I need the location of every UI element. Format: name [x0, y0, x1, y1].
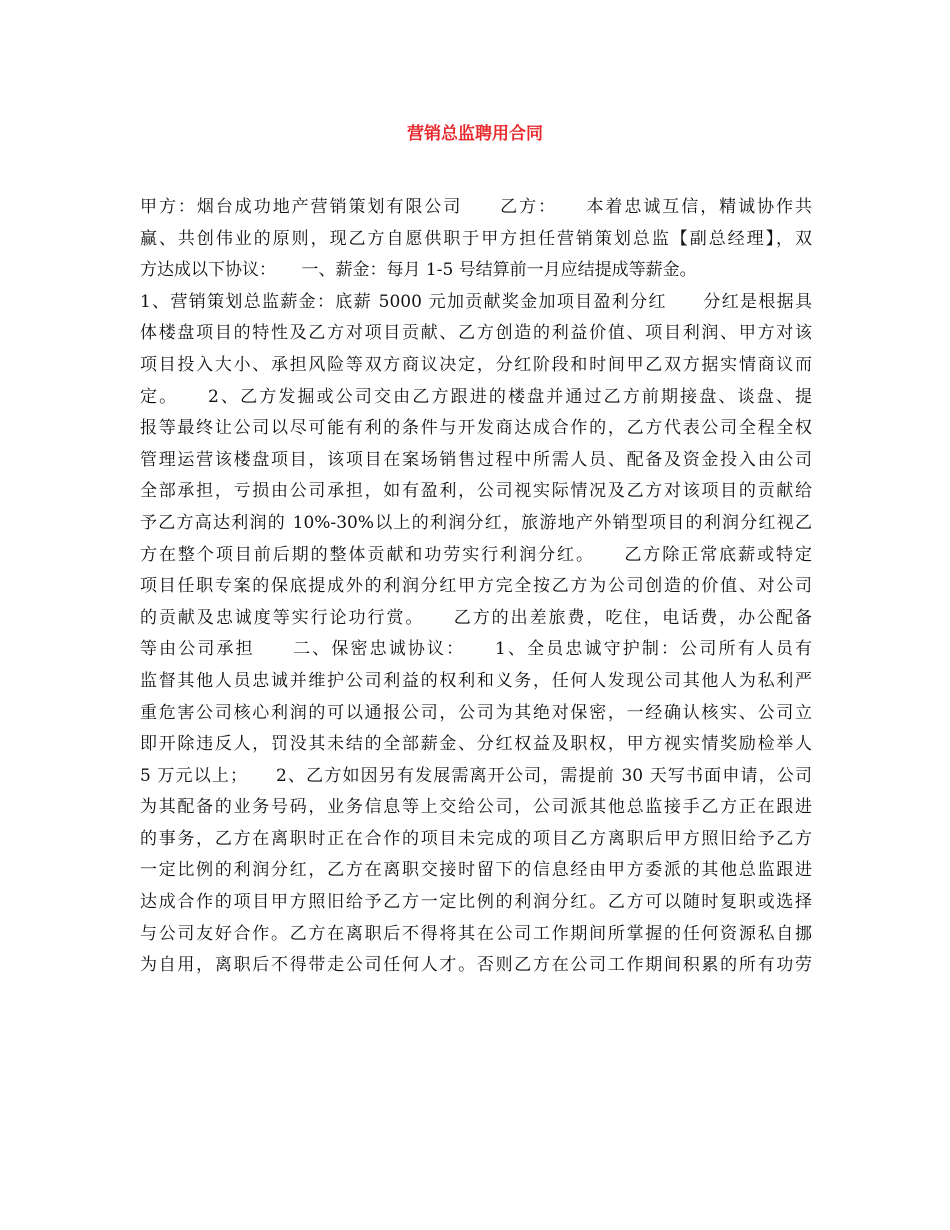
- body-line: 报等最终让公司以尽可能有利的条件与开发商达成合作的，乙方代表公司全程全权: [140, 418, 812, 439]
- body-line: 甲方：烟台成功地产营销策划有限公司 乙方： 本着忠诚互信，精诚协作共: [140, 197, 812, 217]
- body-line: 重危害公司核心利润的可以通报公司，公司为其绝对保密，一经确认核实、公司立: [140, 702, 812, 723]
- body-line: 5 万元以上； 2、乙方如因另有发展需离开公司，需提前 30 天写书面申请，公司: [140, 765, 812, 786]
- body-line: 体楼盘项目的特性及乙方对项目贡献、乙方创造的利益价值、项目利润、甲方对该: [140, 323, 812, 344]
- body-line: 项目任职专案的保底提成外的利润分红甲方完全按乙方为公司创造的价值、对公司: [140, 576, 812, 597]
- body-line: 为自用，离职后不得带走公司任何人才。否则乙方在公司工作期间积累的所有功劳: [140, 955, 812, 976]
- body-line: 的事务，乙方在离职时正在合作的项目未完成的项目乙方离职后甲方照旧给予乙方: [140, 828, 812, 849]
- document-title: 营销总监聘用合同: [407, 124, 543, 144]
- document-body: [140, 192, 812, 982]
- body-line: 即开除违反人，罚没其未结的全部薪金、分红权益及职权，甲方视实情奖励检举人: [140, 734, 812, 755]
- body-line: 一定比例的利润分红，乙方在离职交接时留下的信息经由甲方委派的其他总监跟进: [140, 860, 812, 881]
- body-line: 与公司友好合作。乙方在离职后不得将其在公司工作期间所掌握的任何资源私自挪: [140, 923, 812, 944]
- body-line: 定。 2、乙方发掘或公司交由乙方跟进的楼盘并通过乙方前期接盘、谈盘、提: [140, 386, 812, 407]
- body-line: 达成合作的项目甲方照旧给予乙方一定比例的利润分红。乙方可以随时复职或选择: [140, 892, 812, 913]
- body-line: 全部承担，亏损由公司承担，如有盈利，公司视实际情况及乙方对该项目的贡献给: [140, 481, 812, 502]
- body-line: 的贡献及忠诚度等实行论功行赏。 乙方的出差旅费，吃住，电话费，办公配备: [140, 607, 812, 628]
- body-line: 予乙方高达利润的 10%-30%以上的利润分红，旅游地产外销型项目的利润分红视乙: [140, 512, 812, 533]
- body-line: 方达成以下协议： 一、薪金：每月 1-5 号结算前一月应结提成等薪金。: [140, 260, 697, 281]
- body-line: 管理运营该楼盘项目，该项目在案场销售过程中所需人员、配备及资金投入由公司: [140, 449, 812, 470]
- body-line: 1、营销策划总监薪金：底薪 5000 元加贡献奖金加项目盈利分红 分红是根据具: [140, 291, 812, 312]
- body-line: 为其配备的业务号码，业务信息等上交给公司，公司派其他总监接手乙方正在跟进: [140, 797, 812, 818]
- body-line: 项目投入大小、承担风险等双方商议决定，分红阶段和时间甲乙双方据实情商议而: [140, 354, 812, 375]
- body-line: 监督其他人员忠诚并维护公司利益的权利和义务，任何人发现公司其他人为私利严: [140, 670, 812, 691]
- body-line: 等由公司承担 二、保密忠诚协议： 1、全员忠诚守护制：公司所有人员有: [140, 639, 812, 660]
- body-line: 赢、共创伟业的原则，现乙方自愿供职于甲方担任营销策划总监【副总经理】，双: [140, 228, 812, 249]
- body-line: 方在整个项目前后期的整体贡献和功劳实行利润分红。 乙方除正常底薪或特定: [140, 544, 812, 565]
